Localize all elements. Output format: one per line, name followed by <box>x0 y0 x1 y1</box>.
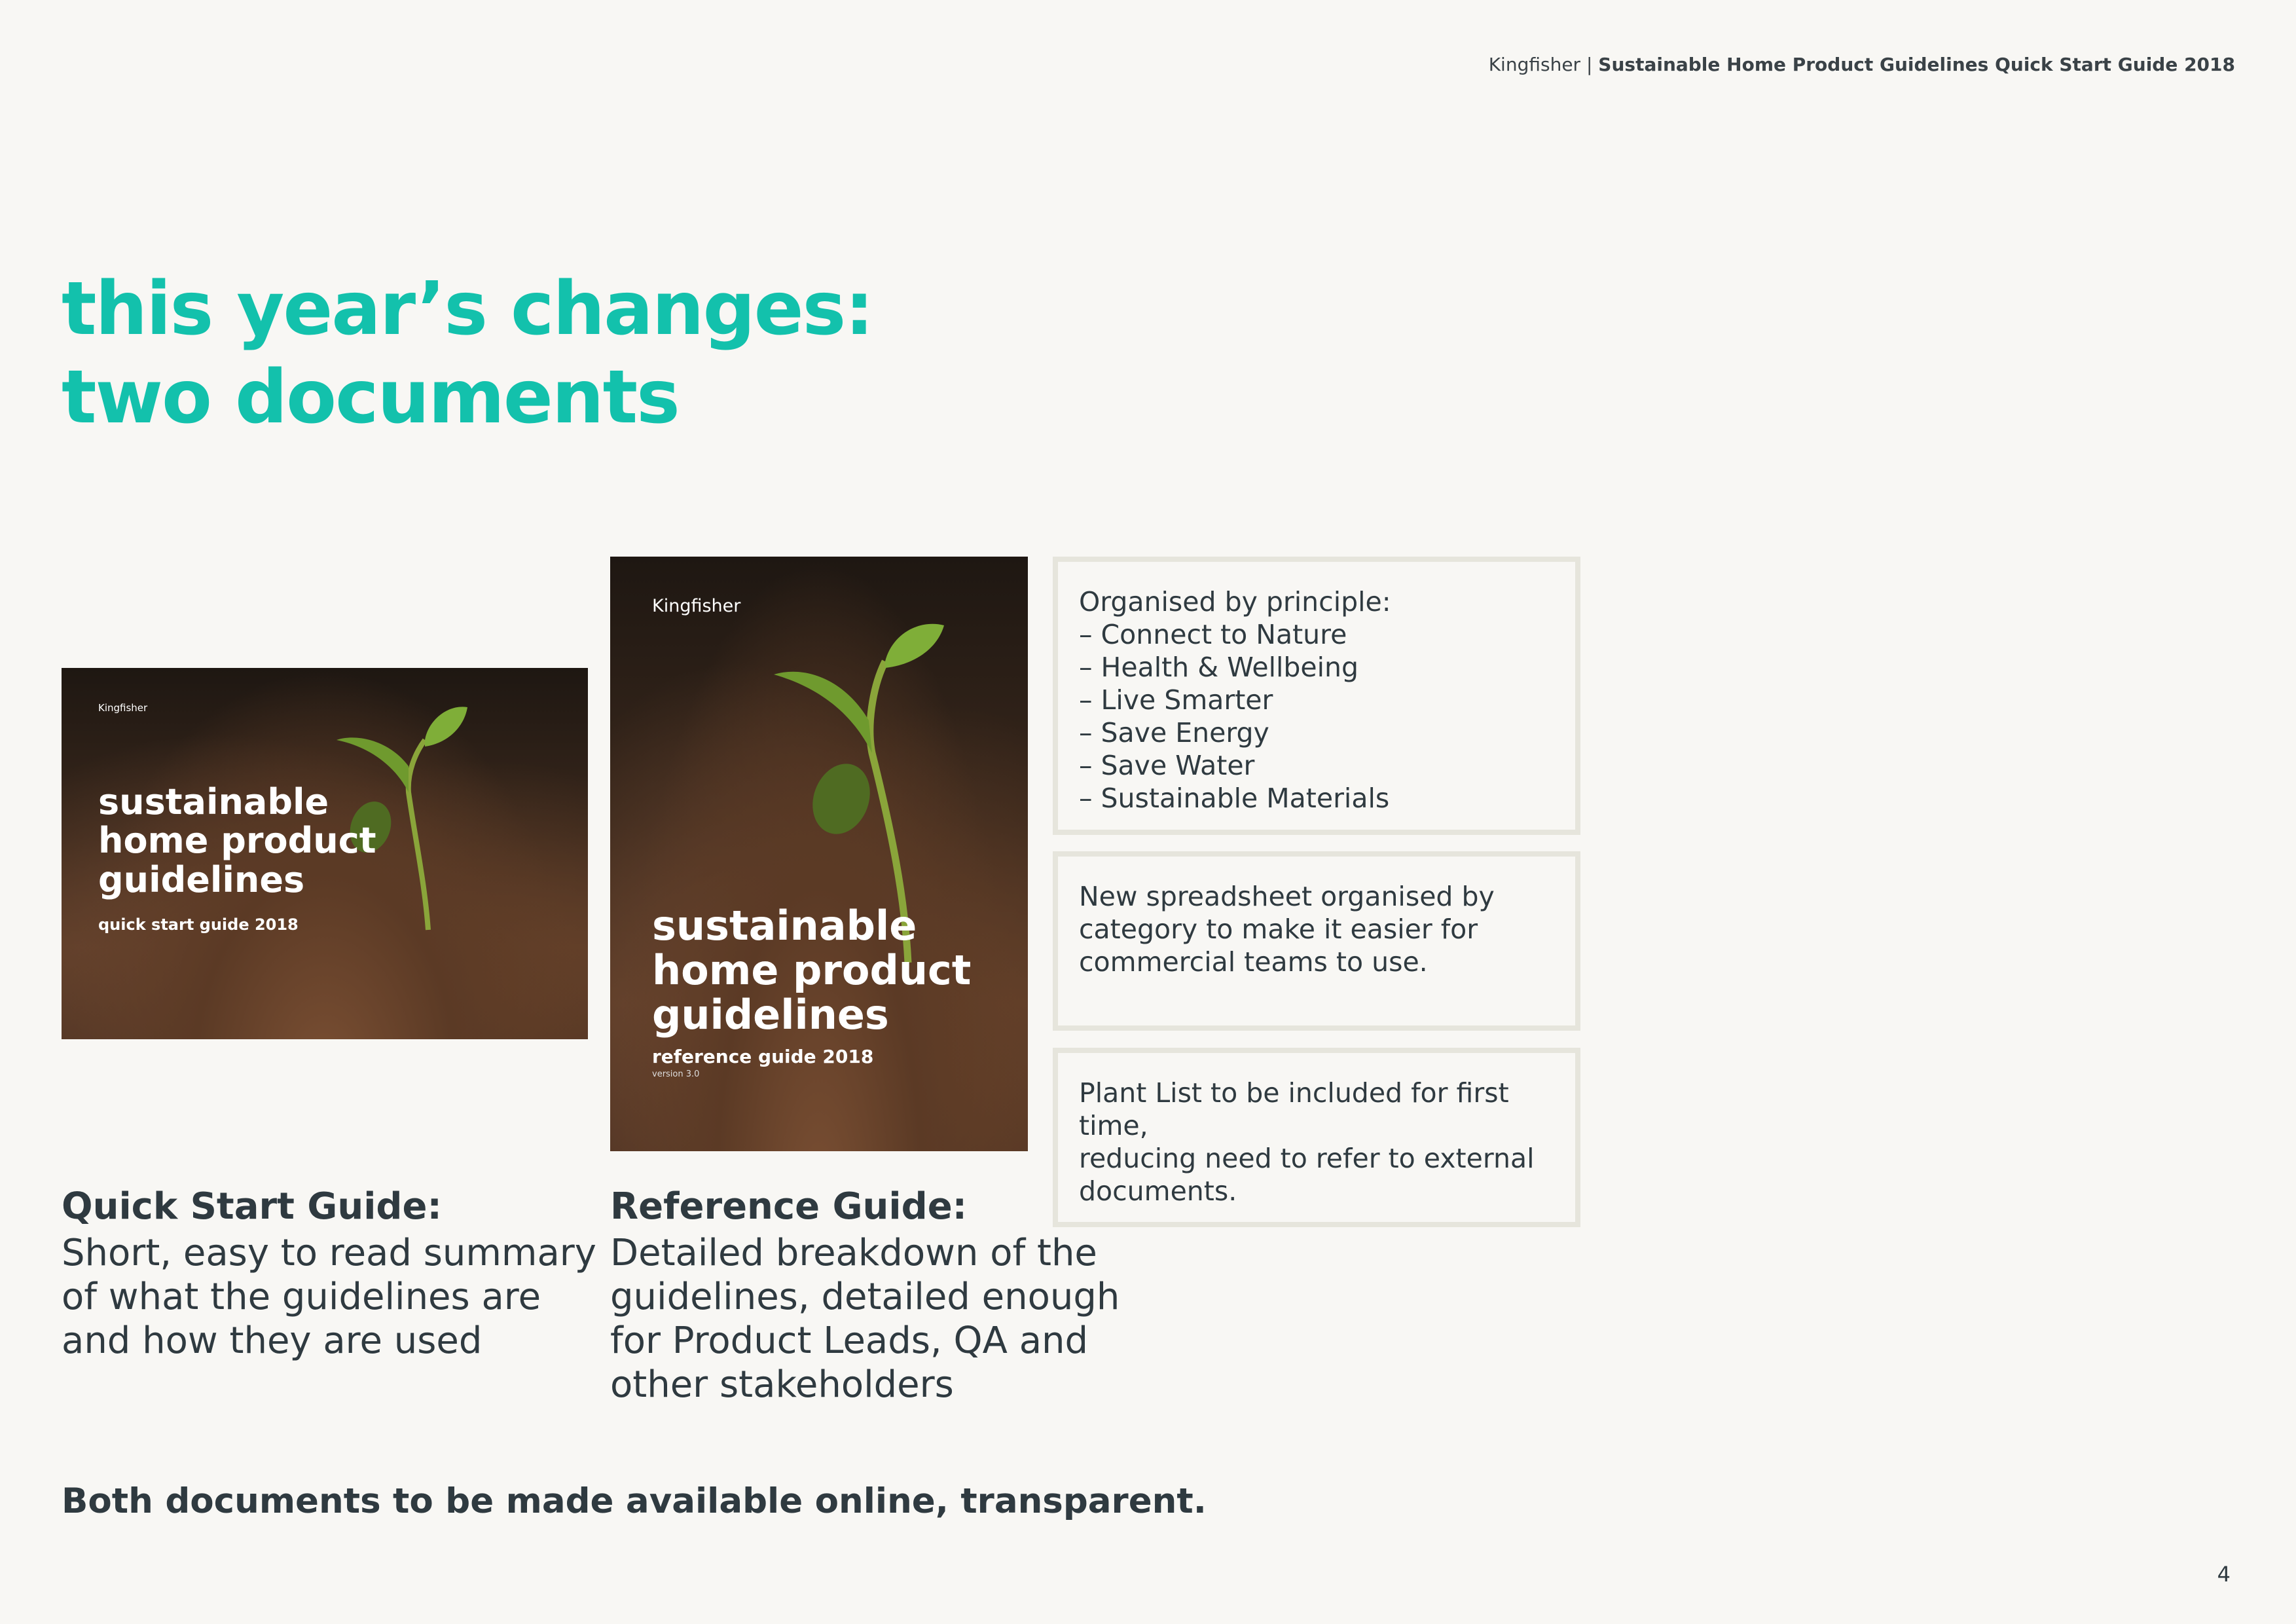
spreadsheet-line-3: commercial teams to use. <box>1079 946 1428 978</box>
header-separator: | <box>1580 54 1599 75</box>
page-number: 4 <box>2217 1562 2231 1587</box>
plant-list-line-3: documents. <box>1079 1175 1237 1207</box>
cover-title-line-1: sustainable <box>652 902 917 950</box>
principle-item: – Health & Wellbeing <box>1079 652 1358 683</box>
principles-intro: Organised by principle: <box>1079 586 1391 618</box>
cover-subtitle: quick start guide 2018 <box>98 915 299 934</box>
cover-title <box>652 904 971 1038</box>
reference-line-4: other stakeholders <box>610 1363 954 1406</box>
principle-item: – Sustainable Materials <box>1079 783 1390 814</box>
page-header <box>1489 54 2235 75</box>
cover-title-line-2: home product <box>652 946 972 995</box>
reference-cover-image <box>610 557 1028 1151</box>
principle-item: – Save Energy <box>1079 717 1269 748</box>
spreadsheet-line-2: category to make it easier for <box>1079 913 1478 945</box>
principles-box <box>1053 557 1580 835</box>
plant-list-line-1: Plant List to be included for first time, <box>1079 1077 1509 1141</box>
quick-start-line-2: of what the guidelines are <box>62 1276 541 1318</box>
page-title <box>62 265 873 442</box>
reference-line-3: for Product Leads, QA and <box>610 1320 1089 1362</box>
principle-item: – Save Water <box>1079 750 1255 781</box>
cover-subtitle: reference guide 2018 <box>652 1046 874 1067</box>
cover-logo: Kingfisher <box>652 596 741 616</box>
cover-title-line-1: sustainable <box>98 781 329 822</box>
footer-note: Both documents to be made available online, transparent. <box>62 1481 1207 1521</box>
header-brand: Kingfisher <box>1488 54 1581 75</box>
spreadsheet-line-1: New spreadsheet organised by <box>1079 881 1495 912</box>
cover-title <box>98 783 376 899</box>
quick-start-line-1: Short, easy to read summary <box>62 1232 596 1274</box>
cover-title-line-3: guidelines <box>98 858 305 900</box>
principle-item: – Live Smarter <box>1079 684 1273 716</box>
spreadsheet-box <box>1053 851 1580 1031</box>
cover-title-line-2: home product <box>98 820 376 862</box>
quick-start-line-3: and how they are used <box>62 1320 483 1362</box>
header-doc-title: Sustainable Home Product Guidelines Quick Start Guide 2018 <box>1598 54 2235 75</box>
cover-version: version 3.0 <box>652 1069 700 1079</box>
title-line-2: two documents <box>62 355 679 440</box>
reference-line-2: guidelines, detailed enough <box>610 1276 1120 1318</box>
reference-heading: Reference Guide: <box>610 1185 968 1228</box>
plant-list-box <box>1053 1048 1580 1227</box>
quick-start-heading: Quick Start Guide: <box>62 1185 442 1228</box>
quick-start-description <box>62 1231 596 1363</box>
quick-start-cover-image <box>62 668 588 1039</box>
cover-logo: Kingfisher <box>98 702 148 714</box>
principle-item: – Connect to Nature <box>1079 619 1347 650</box>
reference-line-1: Detailed breakdown of the <box>610 1232 1097 1274</box>
title-line-1: this year’s changes: <box>62 267 873 352</box>
reference-description <box>610 1231 1120 1407</box>
plant-list-line-2: reducing need to refer to external <box>1079 1143 1535 1174</box>
cover-title-line-3: guidelines <box>652 991 889 1039</box>
